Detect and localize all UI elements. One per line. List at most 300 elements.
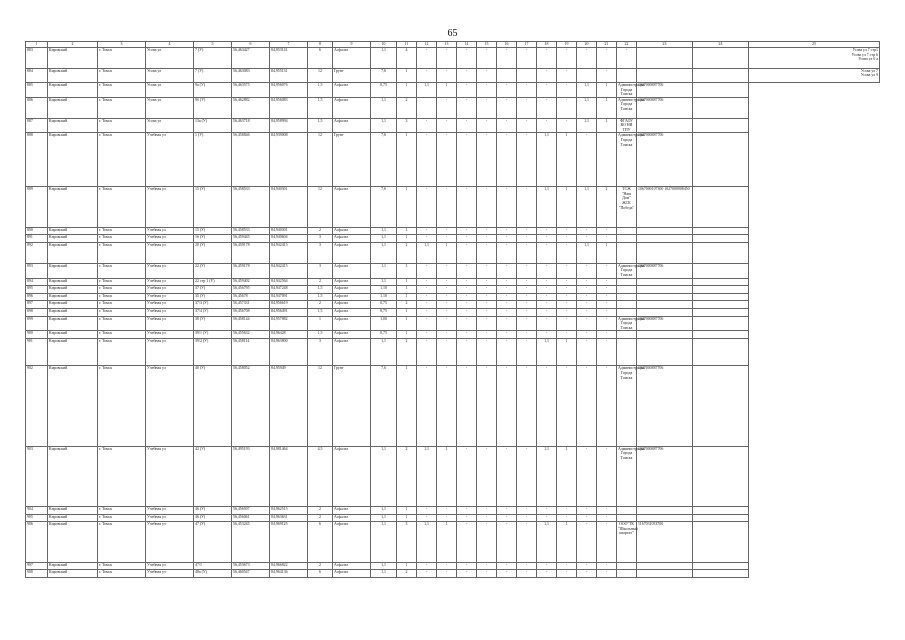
table-cell-col-19: 1 [557,339,577,366]
table-cell-col-16: - [497,446,517,506]
table-cell-col-22: ООО"ТК "Школьный квартал" [617,522,637,563]
table-cell-col-13: 1 [437,446,457,506]
table-cell-col-8: 2 [308,507,333,515]
table-cell-col-19: - [557,235,577,243]
table-cell-col-11: 1 [397,68,417,82]
table-cell-col-5: 15 (У) [194,227,232,235]
table-cell-col-4: Учебная ул [146,243,194,264]
column-number: 10 [371,42,397,48]
table-cell-col-11: 1 [397,278,417,286]
table-cell-col-9: Асфальт [333,82,371,97]
table-cell-col-9: Асфальт [333,446,371,506]
table-row [26,227,880,235]
table-cell-col-7: 84,956619 [270,301,308,309]
table-cell-col-20 [577,68,597,82]
table-cell-col-2: Кировский [48,570,98,578]
table-cell-col-7: 84,947091 [270,293,308,301]
table-cell-col-14: - [457,309,477,317]
table-cell-col-3: г. Томск [98,301,146,309]
table-cell-col-5: 1 (У) [194,133,232,187]
table-cell-col-9: Асфальт [333,522,371,563]
table-cell-col-19: - [557,97,577,118]
table-cell-col-5: 39/2 (У) [194,339,232,366]
table-cell-col-8: 12 [308,366,333,446]
table-cell-col-13: - [437,331,457,339]
table-cell-col-1: 885 [26,82,48,97]
table-row [26,48,880,69]
table-cell-col-11: 3 [397,522,417,563]
table-cell-col-11: 1 [397,133,417,187]
table-cell-col-24 [693,286,749,294]
table-cell-col-17: - [517,446,537,506]
table-cell-col-23 [637,286,693,294]
table-cell-col-18: - [537,562,557,570]
table-cell-col-23: 1027000887706 [637,366,693,446]
table-cell-col-22 [617,309,637,317]
table-cell-col-21: - [597,309,617,317]
table-cell-col-24 [693,293,749,301]
table-cell-col-21: - [597,446,617,506]
table-cell-col-20: - [577,570,597,578]
table-cell-col-15: - [477,235,497,243]
table-cell-col-2: Кировский [48,514,98,522]
table-cell-col-9: Грунт [333,366,371,446]
table-cell-col-16: - [497,133,517,187]
table-cell-col-6: 56,458533 [232,187,270,228]
table-cell-col-12: - [417,570,437,578]
table-cell-col-11: 2 [397,339,417,366]
table-cell-col-3: г. Томск [98,118,146,133]
table-cell-col-7: 84,940604 [270,235,308,243]
table-cell-col-2: Кировский [48,339,98,366]
table-cell-col-5: 7 (У) [194,68,232,82]
table-cell-col-17: - [517,514,537,522]
table-row [26,97,880,118]
table-cell-col-6: 56,458846 [232,133,270,187]
table-cell-col-24 [693,187,749,228]
table-cell-col-3: г. Томск [98,446,146,506]
column-number: 14 [457,42,477,48]
table-cell-col-24 [693,507,749,515]
table-cell-col-14: - [457,570,477,578]
table-cell-col-21: - [597,235,617,243]
table-cell-col-23 [637,48,693,69]
table-cell-col-15: - [477,263,497,278]
table-cell-col-19: 1 [557,446,577,506]
table-cell-col-5: 35 (У) [194,293,232,301]
table-cell-col-3: г. Томск [98,235,146,243]
table-cell-col-19: - [557,293,577,301]
table-cell-col-9: Асфальт [333,507,371,515]
table-cell-col-8: 3 [308,263,333,278]
table-cell-col-22 [617,293,637,301]
table-cell-col-3: г. Томск [98,366,146,446]
table-cell-col-19: - [557,243,577,264]
table-cell-col-15: - [477,286,497,294]
table-cell-col-19: - [557,278,577,286]
table-cell-col-17: - [517,293,537,301]
table-cell-col-4: Учебная ул [146,366,194,446]
table-cell-col-8: 1,5 [308,309,333,317]
table-cell-col-7: 84,940301 [270,227,308,235]
table-cell-col-12: - [417,507,437,515]
table-cell-col-14: - [457,97,477,118]
table-cell-col-5: 13a (У) [194,118,232,133]
table-cell-col-22 [617,301,637,309]
table-cell-col-17 [517,68,537,82]
table-cell-col-21: - [597,263,617,278]
table-cell-col-20: - [577,507,597,515]
table-cell-col-1: 884 [26,68,48,82]
table-cell-col-5: 9б (У) [194,97,232,118]
table-cell-col-15: - [477,366,497,446]
table-cell-col-10: 1,00 [371,316,397,331]
table-cell-col-10: 1,1 [371,514,397,522]
table-cell-col-18: - [537,331,557,339]
table-cell-col-12: - [417,339,437,366]
table-cell-col-12: - [417,562,437,570]
table-cell-col-17: - [517,331,537,339]
table-row [26,301,880,309]
table-cell-col-16: - [497,562,517,570]
table-cell-col-18: - [537,570,557,578]
table-cell-col-20: - [577,309,597,317]
table-cell-col-8: 1,5 [308,82,333,97]
table-cell-col-2: Кировский [48,187,98,228]
table-cell-col-5: 48a (У) [194,570,232,578]
column-number: 18 [537,42,557,48]
table-cell-col-6: 56,463718 [232,118,270,133]
table-cell-col-1: 906 [26,522,48,563]
table-cell-col-15: - [477,243,497,264]
table-cell-col-22: Администрация Города Томска [617,446,637,506]
table-cell-col-10: 1,1 [371,97,397,118]
table-cell-col-12: - [417,293,437,301]
column-number: 8 [308,42,333,48]
table-cell-col-2: Кировский [48,278,98,286]
table-cell-col-16: - [497,570,517,578]
table-cell-col-16: - [497,97,517,118]
table-cell-col-11: 1 [397,263,417,278]
table-cell-col-10: 0,75 [371,301,397,309]
table-cell-col-19: - [557,68,577,82]
table-cell-col-4: Усова ул [146,97,194,118]
table-cell-col-18: - [537,227,557,235]
table-cell-col-19: - [557,514,577,522]
table-cell-col-15: - [477,48,497,69]
table-cell-col-7: 84,942564 [270,278,308,286]
column-number: 17 [517,42,537,48]
table-cell-col-1: 892 [26,243,48,264]
table-cell-col-14: - [457,133,477,187]
table-cell-col-11: 2 [397,243,417,264]
table-cell-col-11: 1 [397,293,417,301]
table-cell-col-10: 1,1 [371,507,397,515]
table-cell-col-1: 897 [26,301,48,309]
table-cell-col-20: - [577,339,597,366]
table-cell-col-14: - [457,366,477,446]
table-cell-col-11: 1 [397,366,417,446]
table-cell-col-16: - [497,522,517,563]
table-cell-col-19: - [557,227,577,235]
table-cell-col-15: - [477,187,497,228]
table-cell-col-13: - [437,68,457,82]
table-cell-col-7: 84,958994 [270,118,308,133]
table-cell-col-10: 1,1 [371,235,397,243]
column-number: 4 [146,42,194,48]
table-cell-col-14: - [457,68,477,82]
table-cell-col-3: г. Томск [98,68,146,82]
table-cell-col-18: - [537,68,557,82]
table-cell-col-18: - [537,235,557,243]
table-cell-col-18: - [537,118,557,133]
table-cell-col-22 [617,570,637,578]
table-cell-col-23: 1027000887706 [637,82,693,97]
table-cell-col-12: - [417,286,437,294]
table-cell-col-16: - [497,286,517,294]
table-cell-col-12: - [417,68,437,82]
table-cell-col-20: - [577,133,597,187]
table-cell-col-3: г. Томск [98,339,146,366]
table-cell-col-15: - [477,522,497,563]
table-cell-col-13: - [437,97,457,118]
table-cell-col-17: - [517,82,537,97]
table-cell-col-16: - [497,118,517,133]
table-row [26,243,880,264]
table-cell-col-22 [617,68,637,82]
table-cell-col-14: - [457,331,477,339]
column-number: 7 [270,42,308,48]
table-row [26,235,880,243]
table-cell-col-6: 56,459178 [232,243,270,264]
table-cell-col-4: Учебная ул [146,522,194,563]
table-cell-col-2: Кировский [48,263,98,278]
table-cell-col-24 [693,68,749,82]
table-cell-col-13: - [437,570,457,578]
table-cell-col-23 [637,293,693,301]
served-address: Усова ул 7 стр 6 [851,52,878,57]
table-cell-col-4: Учебная ул [146,570,194,578]
table-cell-col-9: Асфальт [333,316,371,331]
table-cell-col-23 [637,278,693,286]
table-cell-col-21: - [597,227,617,235]
table-cell-col-1: 908 [26,570,48,578]
table-cell-col-2: Кировский [48,118,98,133]
table-cell-col-7: 84,981464 [270,446,308,506]
table-cell-col-14: - [457,522,477,563]
table-cell-col-11: 1 [397,227,417,235]
table-cell-col-14: - [457,339,477,366]
table-cell-col-6: 56,458052 [232,366,270,446]
table-cell-col-1: 907 [26,562,48,570]
table-cell-col-13: - [437,278,457,286]
table-cell-col-22: Администрация Города Томска [617,97,637,118]
table-cell-col-21: - [597,286,617,294]
table-cell-col-19: - [557,331,577,339]
table-cell-col-24 [693,235,749,243]
table-cell-col-20: - [577,514,597,522]
table-cell-col-21: - [597,522,617,563]
table-cell-col-10: 1,1 [371,446,397,506]
table-cell-col-7: 84,956076 [270,82,308,97]
table-cell-col-3: г. Томск [98,48,146,69]
table-cell-col-9: Асфальт [333,309,371,317]
table-cell-col-14: - [457,48,477,69]
table-cell-col-13: - [437,366,457,446]
table-cell-col-5: 16 (У) [194,235,232,243]
table-cell-col-21: 1 [597,118,617,133]
table-cell-col-1: 905 [26,514,48,522]
table-cell-col-3: г. Томск [98,562,146,570]
table-cell-col-23: 1027000887706 [637,97,693,118]
table-cell-col-19: - [557,301,577,309]
table-cell-col-14: - [457,286,477,294]
table-cell-col-1: 888 [26,133,48,187]
table-cell-col-1: 883 [26,48,48,69]
table-cell-col-2: Кировский [48,309,98,317]
table-cell-col-17: - [517,263,537,278]
column-number: 11 [397,42,417,48]
table-cell-col-19: - [557,48,577,69]
table-cell-col-5: 47 (У) [194,522,232,563]
table-cell-col-16: - [497,309,517,317]
table-cell-col-20: - [577,316,597,331]
table-row [26,286,880,294]
table-cell-col-17: - [517,48,537,69]
table-cell-col-2: Кировский [48,366,98,446]
table-cell-col-7: 84,966822 [270,562,308,570]
table-cell-col-2: Кировский [48,243,98,264]
table-cell-col-13: - [437,187,457,228]
table-cell-col-10: 0,75 [371,309,397,317]
table-cell-col-5: 15 (У) [194,187,232,228]
table-cell-col-2: Кировский [48,68,98,82]
table-cell-col-24 [693,446,749,506]
table-cell-col-2: Кировский [48,316,98,331]
table-cell-col-23: 1067000107300 1027000908450 [637,187,693,228]
table-cell-col-3: г. Томск [98,570,146,578]
table-cell-col-19: - [557,118,577,133]
table-cell-col-9: Асфальт [333,263,371,278]
table-cell-col-17: - [517,316,537,331]
table-cell-col-18: - [537,293,557,301]
table-cell-col-16: - [497,48,517,69]
table-cell-col-19: - [557,316,577,331]
table-cell-col-21: - [597,48,617,69]
table-cell-col-11: 1 [397,309,417,317]
table-cell-col-23 [637,570,693,578]
table-cell-col-14: - [457,316,477,331]
table-cell-col-13: 1 [437,82,457,97]
table-cell-col-11: 2 [397,97,417,118]
table-cell-col-11: 1 [397,82,417,97]
table-cell-col-17: - [517,339,537,366]
table-cell-col-13: 1 [437,522,457,563]
table-cell-col-19: - [557,286,577,294]
table-row [26,446,880,506]
table-cell-col-1: 896 [26,293,48,301]
table-cell-col-14: - [457,301,477,309]
table-cell-col-19: 1 [557,522,577,563]
table-cell-col-23 [637,68,693,82]
table-cell-col-21: 2 [597,187,617,228]
table-cell-col-11: 2 [397,446,417,506]
table-cell-col-9: Асфальт [333,286,371,294]
table-cell-col-19: 1 [557,133,577,187]
column-number: 12 [417,42,437,48]
table-cell-col-1: 898 [26,309,48,317]
table-cell-col-16: - [497,235,517,243]
table-cell-col-1: 891 [26,235,48,243]
table-cell-col-16: - [497,331,517,339]
column-number: 2 [48,42,98,48]
table-cell-col-11: 1 [397,286,417,294]
table-cell-col-13: - [437,316,457,331]
table-cell-col-6: 56,463575 [232,82,270,97]
table-cell-col-23: 1027000887706 [637,446,693,506]
table-cell-col-4: Учебная ул [146,263,194,278]
table-cell-col-8: 12 [308,133,333,187]
table-cell-col-21: 1 [597,243,617,264]
table-cell-col-13: - [437,301,457,309]
table-cell-col-12: - [417,48,437,69]
table-cell-col-23 [637,562,693,570]
table-cell-col-9: Асфальт [333,227,371,235]
table-cell-col-21: - [597,293,617,301]
table-cell-col-2: Кировский [48,286,98,294]
table-cell-col-8: 6 [308,522,333,563]
table-cell-col-21: - [597,366,617,446]
table-cell-col-24 [693,263,749,278]
table-cell-col-9: Грунт [333,133,371,187]
table-cell-col-6: 56,495193 [232,446,270,506]
table-cell-col-17: - [517,97,537,118]
table-cell-col-15: - [477,507,497,515]
table-cell-col-22 [617,227,637,235]
table-cell-col-15: - [477,82,497,97]
table-cell-col-24 [693,316,749,331]
table-cell-col-8: 2 [308,278,333,286]
table-cell-col-14: - [457,507,477,515]
table-cell-col-6: 56,456061 [232,514,270,522]
served-address: Усова ул 9 [860,73,878,78]
table-cell-col-11: 2 [397,570,417,578]
table-cell-col-10: 1,1 [371,48,397,69]
table-cell-col-20: - [577,366,597,446]
table-cell-col-3: г. Томск [98,331,146,339]
table-cell-col-5: 39/1 (У) [194,331,232,339]
table-cell-col-5: 42 (У) [194,446,232,506]
table-cell-col-7: 84,956491 [270,309,308,317]
table-cell-col-14: - [457,562,477,570]
table-cell-col-5: 46 (У) [194,514,232,522]
table-cell-col-10: 1,1 [371,570,397,578]
table-cell-col-3: г. Томск [98,227,146,235]
table-cell-col-24 [693,301,749,309]
table-cell-col-4: Учебная ул [146,562,194,570]
table-cell-col-18: - [537,278,557,286]
table-row [26,133,880,187]
table-cell-col-17: - [517,133,537,187]
table-cell-col-4: Учебная ул [146,286,194,294]
table-cell-col-23: 1027000887706 [637,263,693,278]
column-number: 25 [749,42,880,48]
table-cell-col-14: - [457,263,477,278]
table-cell-col-4: Усова ул [146,48,194,69]
table-cell-col-16: - [497,82,517,97]
table-cell-col-20: - [577,227,597,235]
table-cell-col-3: г. Томск [98,97,146,118]
